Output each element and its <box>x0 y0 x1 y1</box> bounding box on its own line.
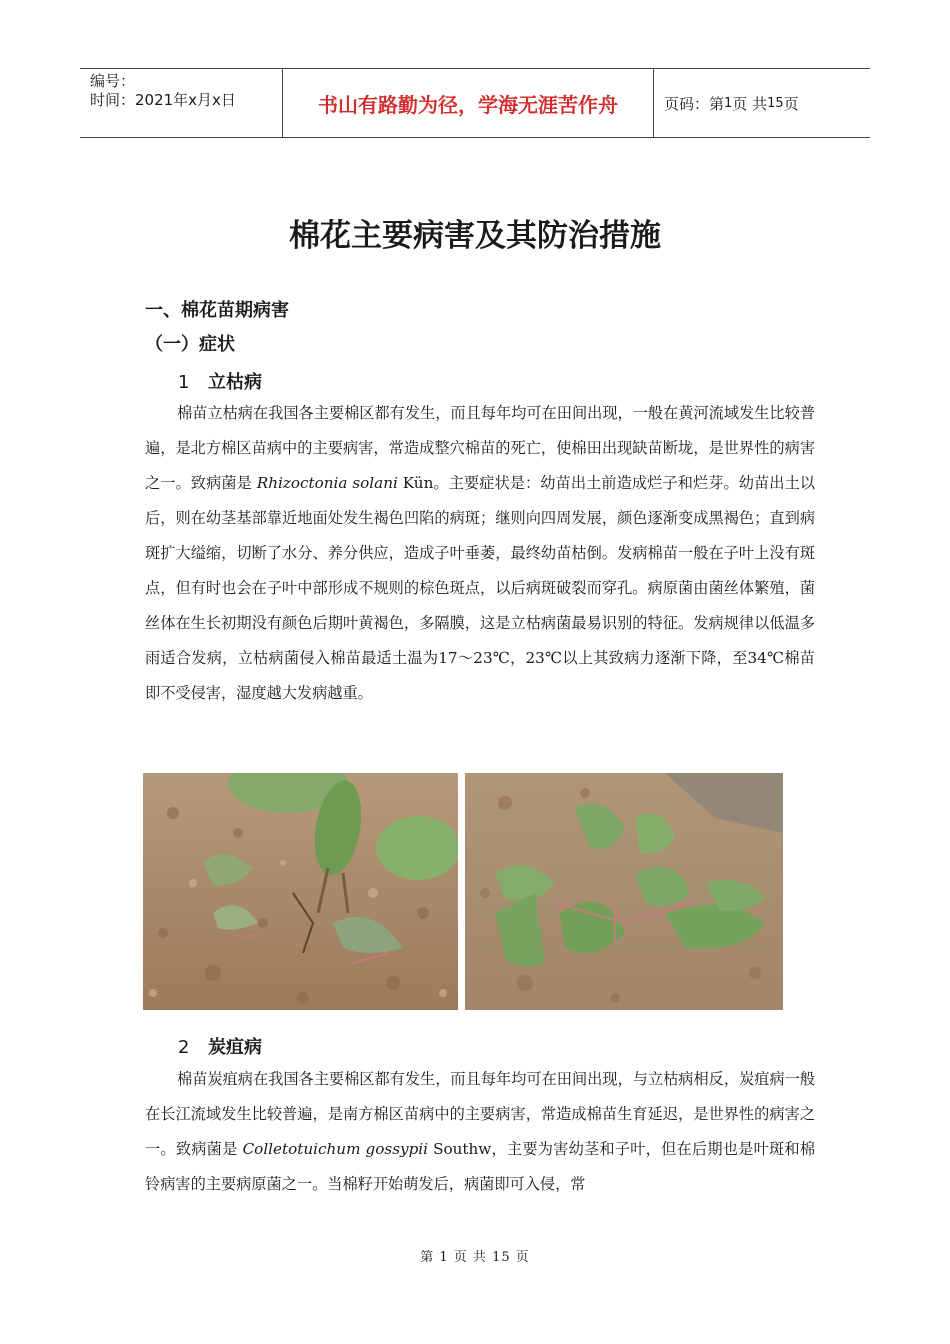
section-heading: 一、棉花苗期病害 <box>145 300 289 321</box>
paragraph-1: 棉苗立枯病在我国各主要棉区都有发生，而且每年均可在田间出现，一般在黄河流域发生比较普遍，是北方棉区苗病中的主要病害，常造成整穴棉苗的死亡，使棉田出现缺苗断垅，是世界性的病害之一。致病菌是 Rhizoctonia solani Kün。主要症状是：幼苗出土前造成烂子和烂芽。幼苗出土以后，则在幼茎基部靠近地面处发生褐色凹陷的病斑；继则向四周发展，颜色逐渐变成黑褐色；直到病斑扩大缢缩，切断了水分、养分供应，造成子叶垂萎，最终幼苗枯倒。发病棉苗一般在子叶上没有斑点，但有时也会在子叶中部形成不规则的棕色斑点，以后病斑破裂而穿孔。病原菌由菌丝体繁殖，菌丝体在生长初期没有颜色后期叶黄褐色，多隔膜，这是立枯病菌最易识别的特征。发病规律以低温多雨适合发病，立枯病菌侵入棉苗最适土温为17～23℃，23℃以上其致病力逐渐下降，至34℃棉苗即不受侵害，湿度越大发病越重。 <box>145 404 816 702</box>
species-name: Colletotuichum gossypii <box>242 1140 429 1158</box>
footer-page-total: 15 <box>492 1250 511 1265</box>
item-heading-1: 1 立枯病 <box>178 372 262 393</box>
footer-page-num: 1 <box>439 1250 449 1265</box>
photo-seedling-disease-2 <box>465 773 783 1010</box>
page-footer: 第 1 页 共 15 页 <box>420 1250 530 1265</box>
header-page-total: 15 <box>767 95 784 111</box>
header-motto: 书山有路勤为径，学海无涯苦作舟 <box>282 69 654 137</box>
subsection-heading: （一）症状 <box>145 334 235 355</box>
header-meta-cell <box>80 69 282 137</box>
code-label: 编号： <box>90 72 136 90</box>
item-heading-2: 2 炭疽病 <box>178 1037 262 1058</box>
species-name: Rhizoctonia solani <box>256 474 398 492</box>
header-table <box>80 68 870 138</box>
time-label: 时间：2021年x月x日 <box>90 91 236 109</box>
photo-seedling-disease-1 <box>143 773 458 1010</box>
document-title: 棉花主要病害及其防治措施 <box>289 218 661 254</box>
paragraph-2: 棉苗炭疽病在我国各主要棉区都有发生，而且每年均可在田间出现，与立枯病相反，炭疽病一般在长江流域发生比较普遍，是南方棉区苗病中的主要病害，常造成棉苗生育延迟，是世界性的病害之一。致病菌是 Colletotuichum gossypii Southw，主要为害幼茎和子叶，但在后期也是叶斑和棉铃病害的主要病原菌之一。当棉籽开始萌发后，病菌即可入侵，常 <box>145 1070 816 1193</box>
header-page-num: 1 <box>724 95 733 111</box>
header-page-info: 页码：第 1 页 共 15 页 <box>664 94 799 113</box>
